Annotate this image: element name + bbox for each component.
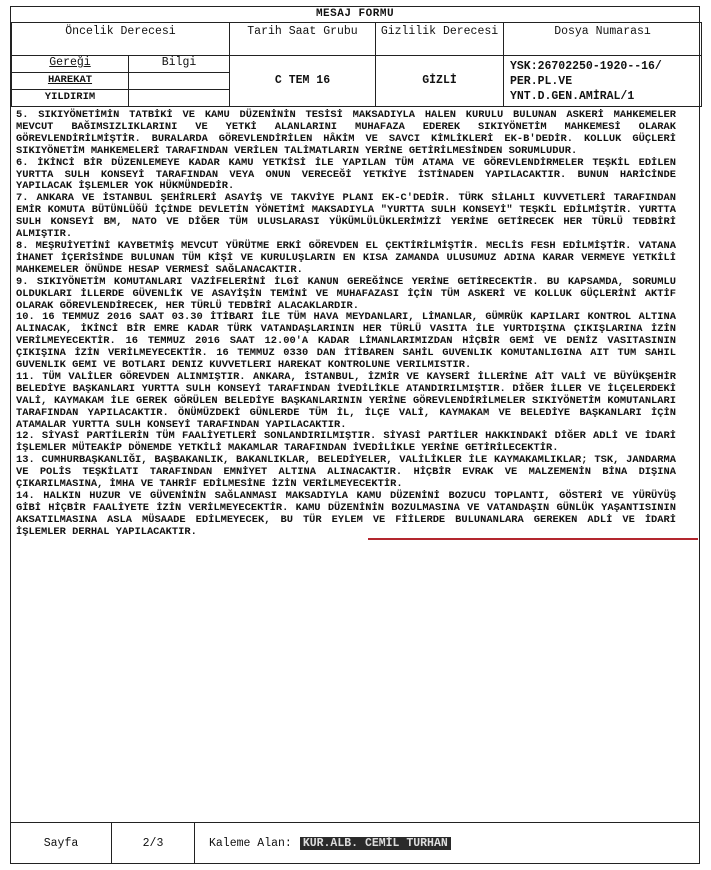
form-footer [11, 822, 699, 863]
gizlilik-value: GİZLİ [376, 56, 504, 107]
red-underline [368, 538, 698, 540]
sayfa-value: 2/3 [112, 823, 195, 863]
kaleme-label: Kaleme Alan: [209, 836, 292, 850]
oncelik-cell [12, 56, 230, 107]
tarih-header: Tarih Saat Grubu [230, 23, 376, 56]
dosya-header: Dosya Numarası [504, 23, 702, 56]
paragraph: 14. HALKIN HUZUR VE GÜVENİNİN SAĞLANMASI MAKSADIYLA KAMU DÜZENİNİ BOZUCU TOPLANTI, GÖSTERİ VE YÜRÜYÜŞ GİBİ HİÇBİR FAALİYETE İZİN VERİLMEYECEKTİR. KAMU DÜZENİNİN BOZULMASINA VE VATANDAŞIN GÜNLÜK YAŞANTISININ AKSATILMASINA ASLA MÜSAADE EDİLMEYECEK, BU TÜR EYLEM VE FİİLERDE BULUNANLARA GEREKEN ADLİ VE İDARİ İŞLEMLER DERHAL YAPILACAKTIR. [16, 490, 676, 538]
oncelik-header: Öncelik Derecesi [12, 23, 230, 56]
dosya-value: YSK:26702250-1920--16/ PER.PL.VE YNT.D.GEN.AMİRAL/1 [504, 56, 702, 107]
yildirim-label: YILDIRIM [44, 91, 96, 103]
geregi-label: Gereği [12, 56, 128, 73]
paragraph: 8. MEŞRUİYETİNİ KAYBETMİŞ MEVCUT YÜRÜTME ERKİ GÖREVDEN EL ÇEKTİRİLMİŞTİR. MECLİS FESH EDİLMİŞTİR. VATANA İHANET İÇERİSİNDE BULUNAN TÜM KİŞİ VE KURULUŞLARIN EN KISA ZAMANDA ULUSUMUZ ADINA KARAR VERMEYE YETKİLİ MAHKEMELER ÖNÜNDE HESAP VERMESİ SAĞLANACAKTIR. [16, 239, 676, 276]
paragraph: 10. 16 TEMMUZ 2016 SAAT 03.30 İTİBARI İLE TÜM HAVA MEYDANLARI, LİMANLAR, GÜMRÜK KAPILARI KONTROL ALTINA ALINACAK, İKİNCİ BİR EMRE KADAR TÜRK VATANDAŞLARININ HER TÜRLÜ VASITA İLE YURTDIŞINA ÇIKIŞLARINA İZİN VERİLMEYECEKTİR. 16 TEMMUZ 2016 SAAT 12.00'A KADAR LİMANLARIMIZDAN HİÇBİR GEMİ VE DENİZ VASITASININ ÇIKIŞINA İZİN VERİLMEYECEKTİR. 16 TEMMUZ 0330 DAN İTİBAREN SAHİL GUVENLIK KOMUTANLIGINA AIT TUM SAHIL GUVENLIK GEMI VE BOTLARI DENIZ KUVVETLERI HAREKAT KONTROLUNE VERILMISTIR. [16, 311, 676, 372]
paragraph: 9. SIKIYÖNETİM KOMUTANLARI VAZİFELERİNİ İLGİ KANUN GEREĞİNCE YERİNE GETİRECEKTİR. BU KAPSAMDA, SORUMLU OLDUKLARI İLLERDE GÜVENLİK VE ASAYİŞİN TEMİNİ VE MUHAFAZASI İÇİN TÜM ASKERİ VE KOLLUK GÜÇLERİNİ AKTİF OLARAK GÖREVLENDİRECEK, HER TÜRLÜ TEDBİRİ ALACAKLARDIR. [16, 275, 676, 312]
sayfa-label: Sayfa [11, 823, 112, 863]
harekat-label: HAREKAT [12, 73, 128, 90]
paragraph: 12. SİYASİ PARTİLERİN TÜM FAALİYETLERİ SONLANDIRILMIŞTIR. SİYASİ PARTİLER HAKKINDAKİ DİĞER ADLİ VE İDARİ İŞLEMLER MÜTEAKİP DÖNEMDE YETKİLİ MAKAMLAR TARAFINDAN İVEDİLİKLE YERİNE GETİRİLECEKTİR. [16, 430, 676, 455]
message-body [16, 110, 676, 539]
tarih-value: C TEM 16 [230, 56, 376, 107]
header-table [11, 22, 702, 107]
paragraph: 6. İKİNCİ BİR DÜZENLEMEYE KADAR KAMU YETKİSİ İLE YAPILAN TÜM ATAMA VE GÖREVLENDİRMELER TEŞKİL EDİLEN YURTTA SULH KONSEYİ TARAFINDAN VEYA ONUN VERECEĞİ YETKİYE İSTİNADEN YAPILACAKTIR. BUNUN HARİCİNDE YAPILACAK İŞLEMLER YOK HÜKMÜNDEDİR. [16, 156, 676, 193]
bilgi-label: Bilgi [129, 56, 229, 73]
paragraph: 13. CUMHURBAŞKANLIĞI, BAŞBAKANLIK, BAKANLIKLAR, BELEDİYELER, VALİLİKLER İLE KAYMAKAMLIKLAR; TSK, JANDARMA VE POLİS TEŞKİLATI TARAFINDAN EMNİYET ALTINA ALINACAKTIR. HİÇBİR EVRAK VE MALZEMENİN BİNA DIŞINA ÇIKARILMASINA, İMHA VE TAHRİF EDİLMESİNE İZİN VERİLMEYECEKTİR. [16, 454, 676, 491]
form-title: MESAJ FORMU [11, 7, 699, 23]
paragraph: 5. SIKIYÖNETİMİN TATBİKİ VE KAMU DÜZENİNİN TESİSİ MAKSADIYLA HALEN KURULU BULUNAN ASKERİ MAHKEMELER MEVCUT BAĞIMSIZLIKLARINI VE YETKİ ALANLARINI MUHAFAZA EDEREK SIKIYÖNETİM MAHKEMESİ OLARAK GÖREVLENDİRİLMİŞTİR. BURALARDA GÖREVLENDİRİLEN HÂKİM VE SAVCI KİMLİKLERİ EK-B'DEDİR. KOLLUK GÜÇLERİ SIKIYÖNETİM MAHKEMELERİ TARAFINDAN VERİLEN TALİMATLARIN YERİNE GETİRİLMESİNDEN SORUMLUDUR. [16, 109, 676, 157]
kaleme-cell [195, 823, 451, 863]
gizlilik-header: Gizlilik Derecesi [376, 23, 504, 56]
kaleme-value: KUR.ALB. CEMİL TURHAN [300, 837, 451, 850]
paragraph: 7. ANKARA VE İSTANBUL ŞEHİRLERİ ASAYİŞ VE TAKVİYE PLANI EK-C'DEDİR. TÜRK SİLAHLI KUVVETLERİ TARAFINDAN EMİR KOMUTA BÜTÜNLÜĞÜ İÇİNDE DEVLETİN YÖNETİMİ MAKSADIYLA "YURTTA SULH KONSEYİ" TEŞKİL EDİLMİŞTİR. YURTTA SULH KONSEYİ BM, NATO VE DİĞER TÜM ULUSLARASI YÜKÜMLÜLÜKLERİMİZİ YERİNE GETİRECEK HER TÜRLÜ TEDBİRİ ALMIŞTIR. [16, 192, 676, 241]
paragraph: 11. TÜM VALİLER GÖREVDEN ALINMIŞTIR. ANKARA, İSTANBUL, İZMİR VE KAYSERİ İLLERİNE AİT VALİ VE BÜYÜKŞEHİR BELEDİYE BAŞKANLARI YURTTA SULH KONSEYİ TARAFINDAN İVEDİLİKLE ATANDIRILMIŞTIR. DİĞER İLLER VE İLÇELERDEKİ VALİ, KAYMAKAM İLE GEREK GÖRÜLEN BELEDİYE BAŞKANLARININ YERİNE GÖREVLENDİRİLMELER SIKIYÖNETİM KOMUTANLARI TARAFINDAN YAPILACAKTIR. ÖNÜMÜZDEKİ GÜNLERDE TÜM İL, İLÇE VALİ, KAYMAKAM VE BELEDİYE BAŞKANLARI İÇİN ATAMALAR YURTTA SULH KONSEYİ TARAFINDAN YAPILACAKTIR. [16, 370, 676, 431]
